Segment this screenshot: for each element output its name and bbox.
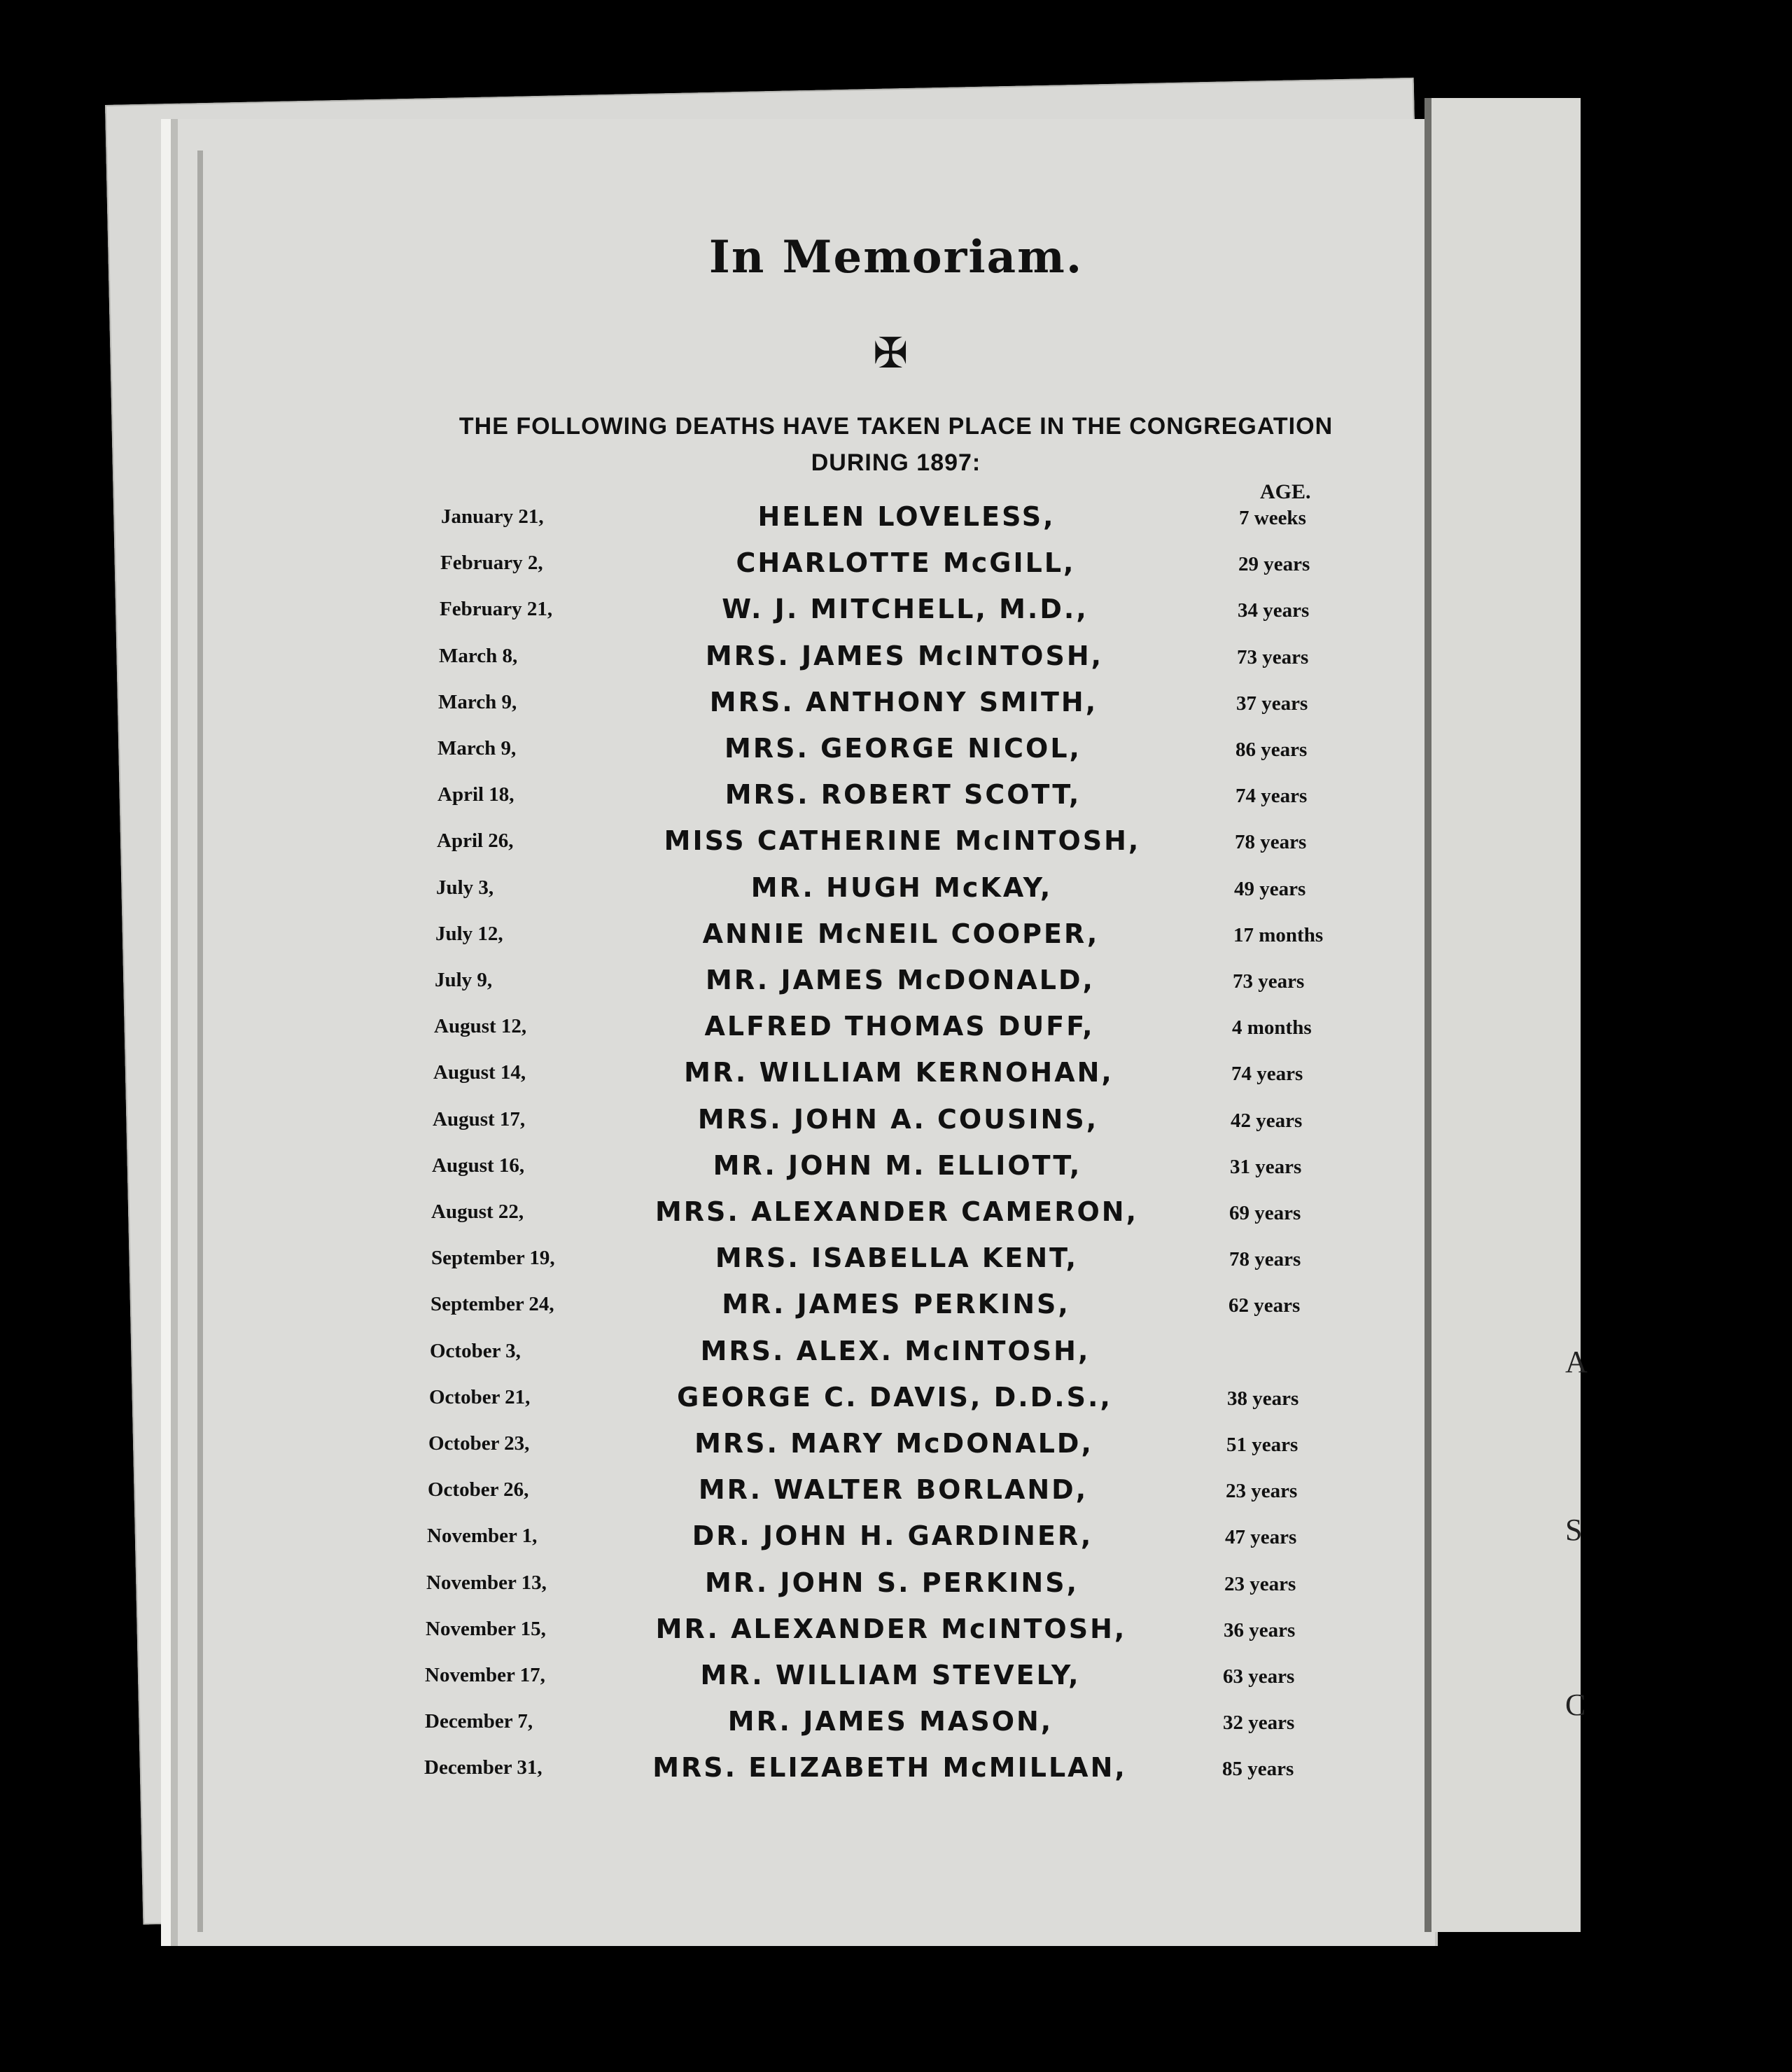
entry-date: August 16, (432, 1154, 525, 1177)
entry-date: August 12, (434, 1015, 527, 1038)
entry-date: November 1, (427, 1525, 538, 1548)
list-item (0, 1428, 1400, 1474)
entry-date: December 7, (425, 1710, 533, 1733)
entry-age: 74 years (1231, 1063, 1303, 1086)
entry-date: April 18, (438, 783, 514, 806)
entry-date: February 2, (440, 552, 543, 575)
entry-name: MRS. ISABELLA KENT, (715, 1242, 1079, 1274)
entry-date: September 19, (431, 1247, 555, 1270)
entry-age: 51 years (1226, 1434, 1298, 1456)
list-item (0, 1011, 1400, 1057)
entry-date: August 22, (431, 1200, 524, 1223)
list-item (0, 918, 1400, 965)
entry-name: MRS. GEORGE NICOL, (724, 733, 1082, 764)
entry-age: 17 months (1233, 923, 1324, 946)
entry-name: MR. JAMES McDONALD, (706, 965, 1095, 995)
list-item (0, 733, 1400, 779)
entry-date: October 21, (429, 1385, 531, 1408)
heading-line-1: THE FOLLOWING DEATHS HAVE TAKEN PLACE IN THE CONGREGATION (458, 413, 1334, 440)
entry-name: MRS. MARY McDONALD, (694, 1428, 1093, 1459)
entry-age: 74 years (1236, 785, 1308, 808)
entry-age: 47 years (1225, 1526, 1297, 1549)
entry-date: August 17, (433, 1107, 526, 1130)
entry-name: MR. JAMES PERKINS, (722, 1289, 1070, 1320)
list-item (0, 1567, 1400, 1614)
page-title: In Memoriam. (708, 231, 1084, 284)
entry-date: February 21, (440, 598, 553, 621)
entry-name: W. J. MITCHELL, M.D., (722, 594, 1088, 625)
entry-date: September 24, (430, 1293, 554, 1316)
entry-age: 69 years (1229, 1202, 1301, 1224)
entry-date: October 3, (430, 1339, 521, 1362)
list-item (0, 779, 1400, 825)
entry-date: March 8, (439, 644, 518, 667)
entry-name: CHARLOTTE McGILL, (736, 547, 1076, 579)
entry-age: 32 years (1223, 1712, 1295, 1735)
list-item (0, 1752, 1400, 1798)
facing-page-letter: C (1565, 1688, 1586, 1722)
entry-age: 23 years (1226, 1480, 1298, 1503)
entry-date: October 26, (428, 1478, 529, 1502)
list-item (0, 1613, 1400, 1660)
facing-page (1424, 98, 1581, 1932)
entry-name: MR. WALTER BORLAND, (698, 1474, 1088, 1506)
entry-age: 36 years (1224, 1618, 1296, 1642)
entry-age: 73 years (1237, 645, 1309, 668)
entry-name: MR. JOHN S. PERKINS, (704, 1567, 1079, 1598)
entry-date: November 13, (426, 1571, 547, 1594)
list-item (0, 640, 1400, 687)
entry-name: DR. JOHN H. GARDINER, (692, 1520, 1093, 1552)
age-column-header: AGE. (1260, 480, 1311, 503)
entry-date: January 21, (441, 505, 544, 528)
entry-name: MR. WILLIAM STEVELY, (700, 1660, 1081, 1690)
entry-age: 73 years (1233, 970, 1305, 993)
list-item (0, 594, 1400, 640)
list-item (0, 1196, 1400, 1242)
cross-icon: ✠ (873, 329, 909, 378)
list-item (0, 1103, 1400, 1150)
entry-date: August 14, (433, 1061, 526, 1084)
entry-age: 38 years (1227, 1387, 1299, 1410)
entry-date: November 17, (425, 1664, 545, 1686)
entry-age: 29 years (1238, 553, 1310, 576)
entry-name: MR. WILLIAM KERNOHAN, (684, 1057, 1114, 1088)
entry-name: HELEN LOVELESS, (757, 501, 1056, 532)
entry-age: 42 years (1231, 1109, 1303, 1132)
list-item (0, 1520, 1400, 1567)
facing-page-letter: S (1565, 1513, 1583, 1547)
entry-date: March 9, (438, 690, 517, 713)
entry-date: December 31, (424, 1756, 542, 1779)
entry-date: July 3, (436, 876, 494, 899)
list-item (0, 501, 1400, 547)
entry-age: 34 years (1238, 599, 1310, 622)
entry-name: GEORGE C. DAVIS, D.D.S., (677, 1381, 1112, 1413)
list-item (0, 1335, 1400, 1382)
entry-date: November 15, (426, 1617, 546, 1640)
entry-name: MRS. ALEXANDER CAMERON, (654, 1196, 1139, 1227)
entry-name: MRS. JOHN A. COUSINS, (697, 1103, 1099, 1135)
entry-age: 85 years (1222, 1758, 1294, 1781)
entry-name: MRS. JAMES McINTOSH, (705, 640, 1104, 671)
entry-date: July 9, (435, 969, 493, 991)
facing-page-letter: A (1565, 1345, 1588, 1379)
entry-age: 78 years (1235, 831, 1307, 854)
entry-age: 31 years (1230, 1155, 1302, 1178)
entry-name: MR. ALEXANDER McINTOSH, (655, 1613, 1127, 1644)
list-item (0, 965, 1400, 1011)
entry-age: 62 years (1228, 1294, 1301, 1317)
entry-name: MR. JOHN M. ELLIOTT, (713, 1149, 1082, 1181)
entry-age: 49 years (1234, 877, 1306, 900)
entry-name: MR. JAMES MASON, (727, 1706, 1054, 1737)
entry-age: 37 years (1236, 692, 1308, 715)
list-item (0, 1057, 1400, 1103)
list-item (0, 547, 1400, 594)
list-item (0, 1474, 1400, 1520)
entry-age: 63 years (1223, 1665, 1295, 1688)
list-item (0, 686, 1400, 733)
entry-date: March 9, (438, 737, 517, 760)
entry-name: MRS. ROBERT SCOTT, (724, 779, 1082, 811)
entry-name: ALFRED THOMAS DUFF, (704, 1011, 1095, 1042)
entry-age: 4 months (1232, 1016, 1312, 1040)
heading-line-2: DURING 1897: (811, 449, 981, 476)
list-item (0, 1660, 1400, 1706)
entry-date: April 26, (437, 830, 514, 853)
entry-age: 78 years (1229, 1248, 1301, 1271)
list-item (0, 1289, 1400, 1335)
list-item (0, 1381, 1400, 1428)
list-item (0, 1706, 1400, 1752)
entry-age: 23 years (1224, 1572, 1296, 1595)
entry-age: 7 weeks (1239, 507, 1306, 529)
entry-age: 86 years (1236, 738, 1308, 761)
entry-name: ANNIE McNEIL COOPER, (702, 918, 1100, 949)
list-item (0, 825, 1400, 872)
entry-name: MRS. ALEX. McINTOSH, (700, 1335, 1091, 1366)
list-item (0, 872, 1400, 918)
entry-name: MRS. ANTHONY SMITH, (709, 686, 1098, 718)
entry-name: MRS. ELIZABETH McMILLAN, (652, 1752, 1127, 1784)
entry-name: MISS CATHERINE McINTOSH, (664, 825, 1141, 857)
entry-name: MR. HUGH McKAY, (750, 872, 1053, 903)
entry-date: October 23, (428, 1432, 530, 1455)
entry-date: July 12, (435, 922, 503, 945)
list-item (0, 1242, 1400, 1289)
list-item (0, 1149, 1400, 1196)
